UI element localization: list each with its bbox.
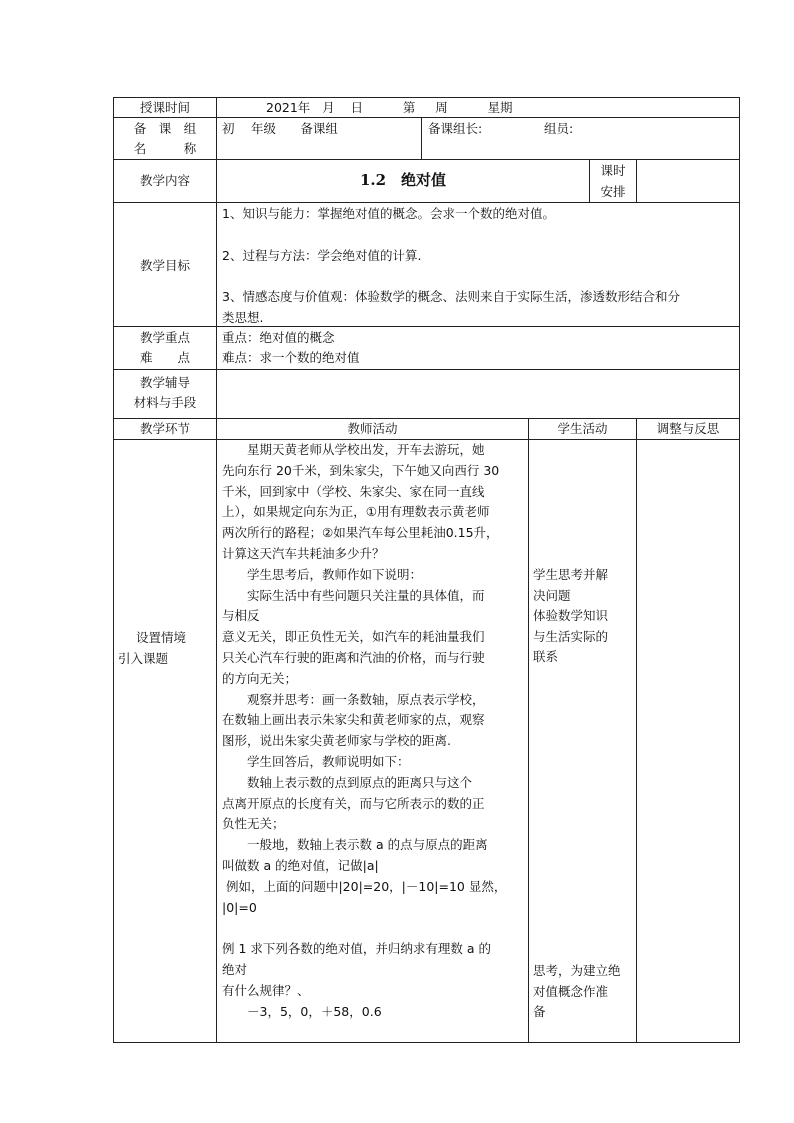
objective-3-line1: 3、情感态度与价值观：体验数学的概念、法则来自于实际生活，渗透数形结合和分 xyxy=(222,289,680,304)
leader-label: 备课组长: xyxy=(428,121,483,136)
teacher-activity-line: 例如，上面的问题中|20|=20，|－10|=10 显然， xyxy=(222,878,507,894)
teacher-activity-line: 例 1 求下列各数的绝对值，并归纳求有理数 a 的 xyxy=(222,941,492,957)
teacher-activity-line: 星期天黄老师从学校出发，开车去游玩，她 xyxy=(222,442,485,457)
teacher-activity-line: 计算这天汽车共耗油多少升？ xyxy=(222,546,385,561)
teacher-activity-line: 学生思考后，教师作如下说明： xyxy=(222,566,423,582)
teacher-activity-line: 一般地，数轴上表示数 a 的点与原点的距离 xyxy=(222,837,488,853)
teacher-activity-line: 点离开原点的长度有关，而与它所表示的数的正 xyxy=(222,795,485,811)
student-activity-line: 决问题 xyxy=(533,587,571,603)
teacher-activity-line: 在数轴上画出表示朱家尖和黄老师家的点，观察 xyxy=(222,712,485,728)
lesson-title: 1.2 绝对值 xyxy=(359,171,447,189)
teacher-activity-line: 千米，回到家中（学校、朱家尖、家在同一直线 xyxy=(222,483,485,499)
stage-cell xyxy=(113,439,217,1043)
teacher-activity-line: －3，5，0，＋58，0.6 xyxy=(222,1003,382,1019)
stage-line1: 设置情境 xyxy=(136,630,187,645)
objective-2: 2、过程与方法：学会绝对值的计算. xyxy=(222,248,422,263)
focus-label-line2: 难 点 xyxy=(139,350,190,365)
student-activity-cell xyxy=(528,439,637,1043)
member-label: 组员: xyxy=(544,121,574,136)
group-label-line1: 备 课 组 xyxy=(133,121,197,136)
student-activity-line: 备 xyxy=(533,1004,546,1019)
materials-label-line1: 教学辅导 xyxy=(139,375,190,390)
teacher-activity-line: 数轴上表示数的点到原点的距离只与这个 xyxy=(222,774,473,790)
col-student-header: 学生活动 xyxy=(557,421,608,436)
objective-3-line2: 类思想. xyxy=(222,310,264,325)
teacher-activity-line: 图形，说出朱家尖黄老师家与学校的距离. xyxy=(222,733,451,749)
teacher-activity-line: 有什么规律？、 xyxy=(222,982,310,998)
teacher-activity-line: 的方向无关； xyxy=(222,670,298,686)
teacher-activity-line: 上），如果规定向东为正，①用有理数表示黄老师 xyxy=(222,504,490,520)
hours-label-line1: 课时 xyxy=(600,163,626,178)
teacher-activity-line: 绝对 xyxy=(222,962,248,977)
materials-label-line2: 材料与手段 xyxy=(133,395,197,410)
col-reflection-header: 调整与反思 xyxy=(656,421,720,436)
hours-label-line2: 安排 xyxy=(600,184,626,199)
objective-1: 1、知识与能力：掌握绝对值的概念。会求一个数的绝对值。 xyxy=(222,206,555,221)
key-point: 重点：绝对值的概念 xyxy=(222,330,335,345)
student-activity-line: 体验数学知识 xyxy=(533,608,609,623)
col-teacher-header: 教师活动 xyxy=(347,421,398,436)
time-value: 2021年 月 日 第 周 星期 xyxy=(266,100,513,115)
teacher-activity-line: 两次所行的路程；②如果汽车每公里耗油0.15升， xyxy=(222,525,499,541)
student-activity-line: 对值概念作准 xyxy=(533,983,609,999)
teacher-activity-line: 先向东行 20千米，到朱家尖，下午她又向西行 30 xyxy=(222,462,500,478)
content-label: 教学内容 xyxy=(139,173,190,188)
objectives-label: 教学目标 xyxy=(139,258,190,273)
teacher-activity-line: 与相反 xyxy=(222,608,260,624)
group-label-line2: 名 称 xyxy=(133,141,197,156)
teacher-activity-line: 意义无关，即正负性无关，如汽车的耗油量我们 xyxy=(222,629,485,645)
focus-label-line1: 教学重点 xyxy=(139,330,190,345)
hours-value-cell xyxy=(636,159,740,203)
teacher-activity-line: 叫做数 a 的绝对值，记做|a| xyxy=(222,858,379,873)
teacher-activity-line: 学生回答后，教师说明如下： xyxy=(222,754,410,769)
student-activity-line: 学生思考并解 xyxy=(533,567,609,582)
reflection-cell xyxy=(636,439,740,1043)
student-activity-line: 思考，为建立绝 xyxy=(533,963,621,978)
teacher-activity-line: 实际生活中有些问题只关注量的具体值，而 xyxy=(222,587,485,603)
difficulty: 难点：求一个数的绝对值 xyxy=(222,350,360,365)
group-value: 初 年级 备课组 xyxy=(222,121,338,136)
col-stage-header: 教学环节 xyxy=(139,421,190,436)
teacher-activity-line: 只关心汽车行驶的距离和汽油的价格，而与行驶 xyxy=(222,650,485,665)
teacher-activity-line: |0|=0 xyxy=(222,899,257,915)
student-activity-line: 与生活实际的 xyxy=(533,628,609,644)
materials-cell xyxy=(216,369,740,419)
stage-line2: 引入课题 xyxy=(118,651,169,666)
student-activity-line: 联系 xyxy=(533,649,559,664)
time-label: 授课时间 xyxy=(139,100,190,115)
teacher-activity-line: 负性无关； xyxy=(222,816,285,832)
teacher-activity-line: 观察并思考：画一条数轴，原点表示学校， xyxy=(222,691,485,707)
